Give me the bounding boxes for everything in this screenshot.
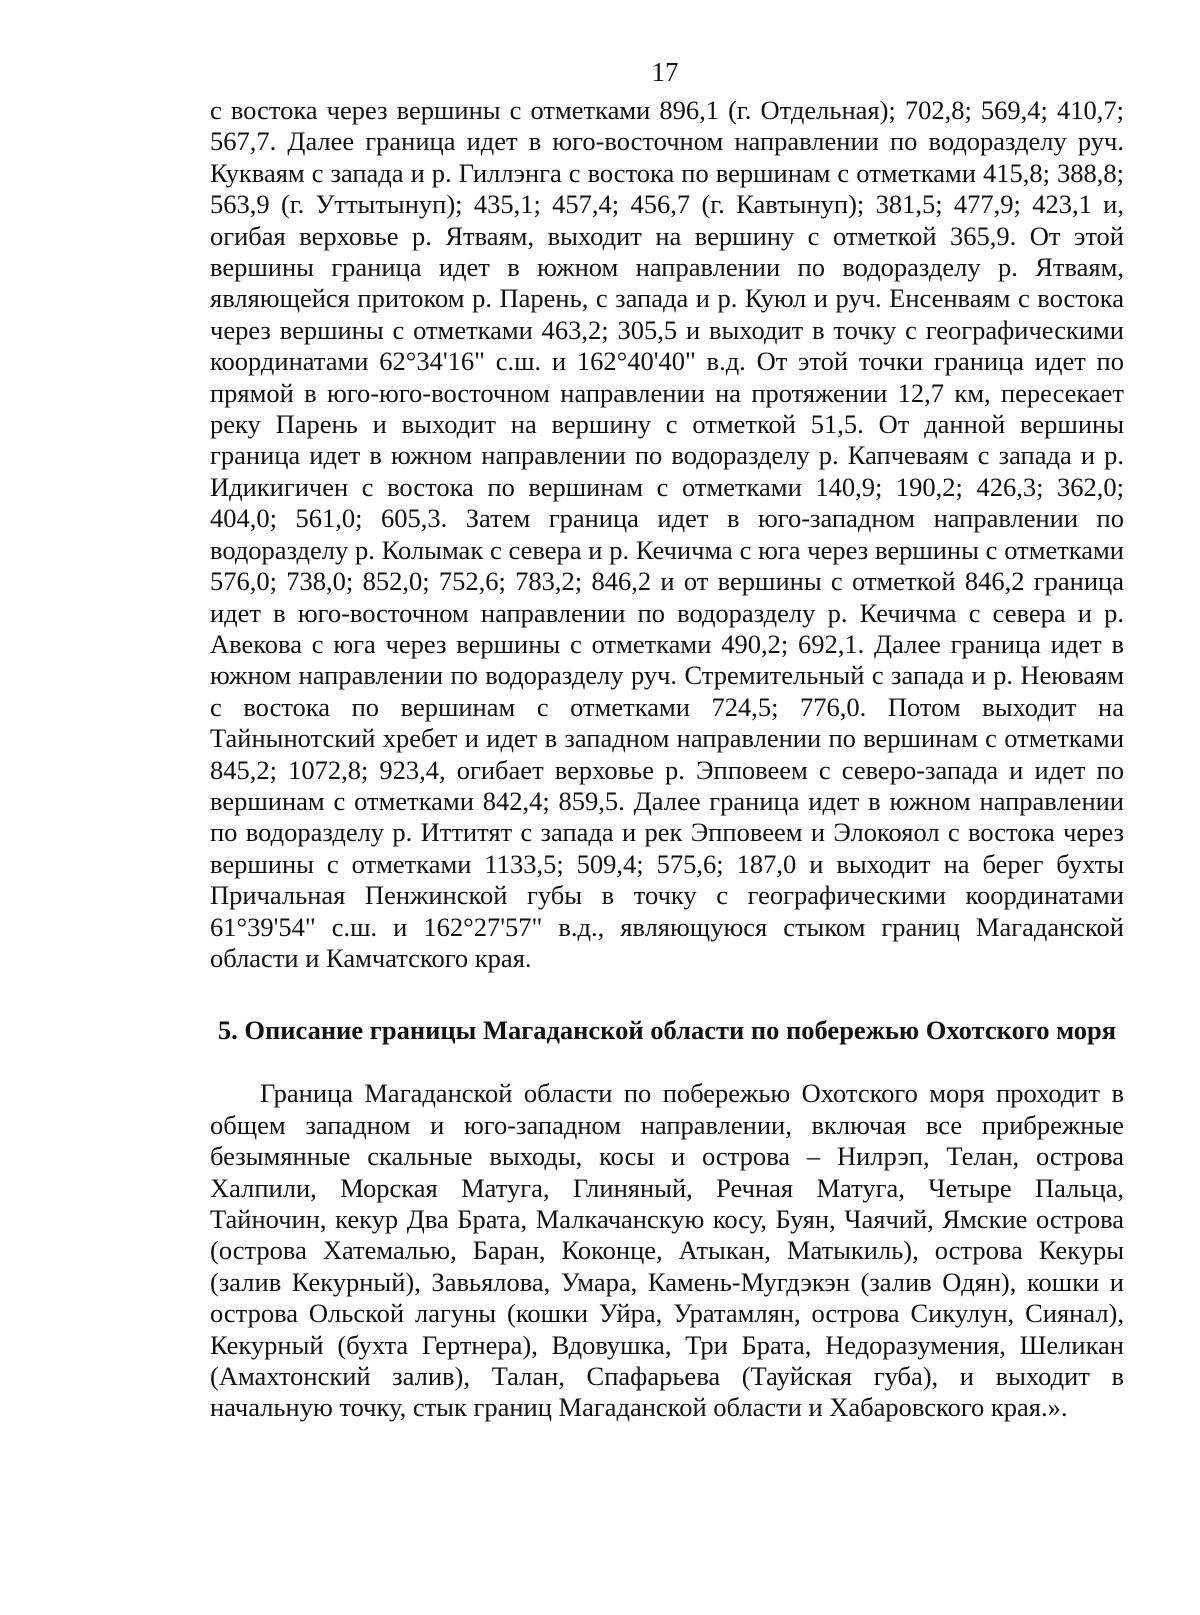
coast-boundary-paragraph: Граница Магаданской области по побережью Охотского моря проходит в общем западном и юго-западном направлении, включая все прибрежные безымянные скальные выходы, косы и острова – Нилрэп, Телан, острова Халпили, Морская Матуга, Глиняный, Речная Матуга, Четыре Пальца, Тайночин, кекур Два Брата, Малкачанскую косу, Буян, Чаячий, Ямские острова (острова Хатемалью, Баран, Коконце, Атыкан, Матыкиль), острова Кекуры (залив Кекурный), Завьялова, Умара, Камень-Мугдэкэн (залив Одян), кошки и острова Ольской лагуны (кошки Уйра, Уратамлян, острова Сикулун, Сиянал), Кекурный (бухта Гертнера), Вдовушка, Три Брата, Недоразумения, Шеликан (Амахтонский залив), Талан, Спафарьева (Тауйская губа), и выходит в начальную точку, стык границ Магаданской области и Хабаровского края.». [210,1078,1124,1423]
page-number: 17 [651,57,679,87]
section-heading: 5. Описание границы Магаданской области по побережью Охотского моря [217,1015,1117,1046]
document-body [210,95,1124,1424]
boundary-description-paragraph: с востока через вершины с отметками 896,1 (г. Отдельная); 702,8; 569,4; 410,7; 567,7. Далее граница идет в юго-восточном направлении по водоразделу руч. Кукваям с запада и р. Гиллэнга с востока по вершинам с отметками 415,8; 388,8; 563,9 (г. Уттытынуп); 435,1; 457,4; 456,7 (г. Кавтынуп); 381,5; 477,9; 423,1 и, огибая верховье р. Ятваям, выходит на вершину с отметкой 365,9. От этой вершины граница идет в южном направлении по водоразделу р. Ятваям, являющейся притоком р. Парень, с запада и р. Куюл и руч. Енсенваям с востока через вершины с отметками 463,2; 305,5 и выходит в точку с географическими координатами 62°34'16" с.ш. и 162°40'40" в.д. От этой точки граница идет по прямой в юго-юго-восточном направлении на протяжении 12,7 км, пересекает реку Парень и выходит на вершину с отметкой 51,5. От данной вершины граница идет в южном направлении по водоразделу р. Капчеваям с запада и р. Идикигичен с востока по вершинам с отметками 140,9; 190,2; 426,3; 362,0; 404,0; 561,0; 605,3. Затем граница идет в юго-западном направлении по водоразделу р. Колымак с севера и р. Кечичма с юга через вершины с отметками 576,0; 738,0; 852,0; 752,6; 783,2; 846,2 и от вершины с отметкой 846,2 граница идет в юго-восточном направлении по водоразделу р. Кечичма с севера и р. Авекова с юга через вершины с отметками 490,2; 692,1. Далее граница идет в южном направлении по водоразделу руч. Стремительный с запада и р. Неюваям с востока по вершинам с отметками 724,5; 776,0. Потом выходит на Тайнынотский хребет и идет в западном направлении по вершинам с отметками 845,2; 1072,8; 923,4, огибает верховье р. Эпповеем с северо-запада и идет по вершинам с отметками 842,4; 859,5. Далее граница идет в южном направлении по водоразделу р. Иттитят с запада и рек Эпповеем и Элокояол с востока через вершины с отметками 1133,5; 509,4; 575,6; 187,0 и выходит на берег бухты Причальная Пенжинской губы в точку с географическими координатами 61°39'54" с.ш. и 162°27'57" в.д., являющуюся стыком границ Магаданской области и Камчатского края. [210,95,1124,973]
